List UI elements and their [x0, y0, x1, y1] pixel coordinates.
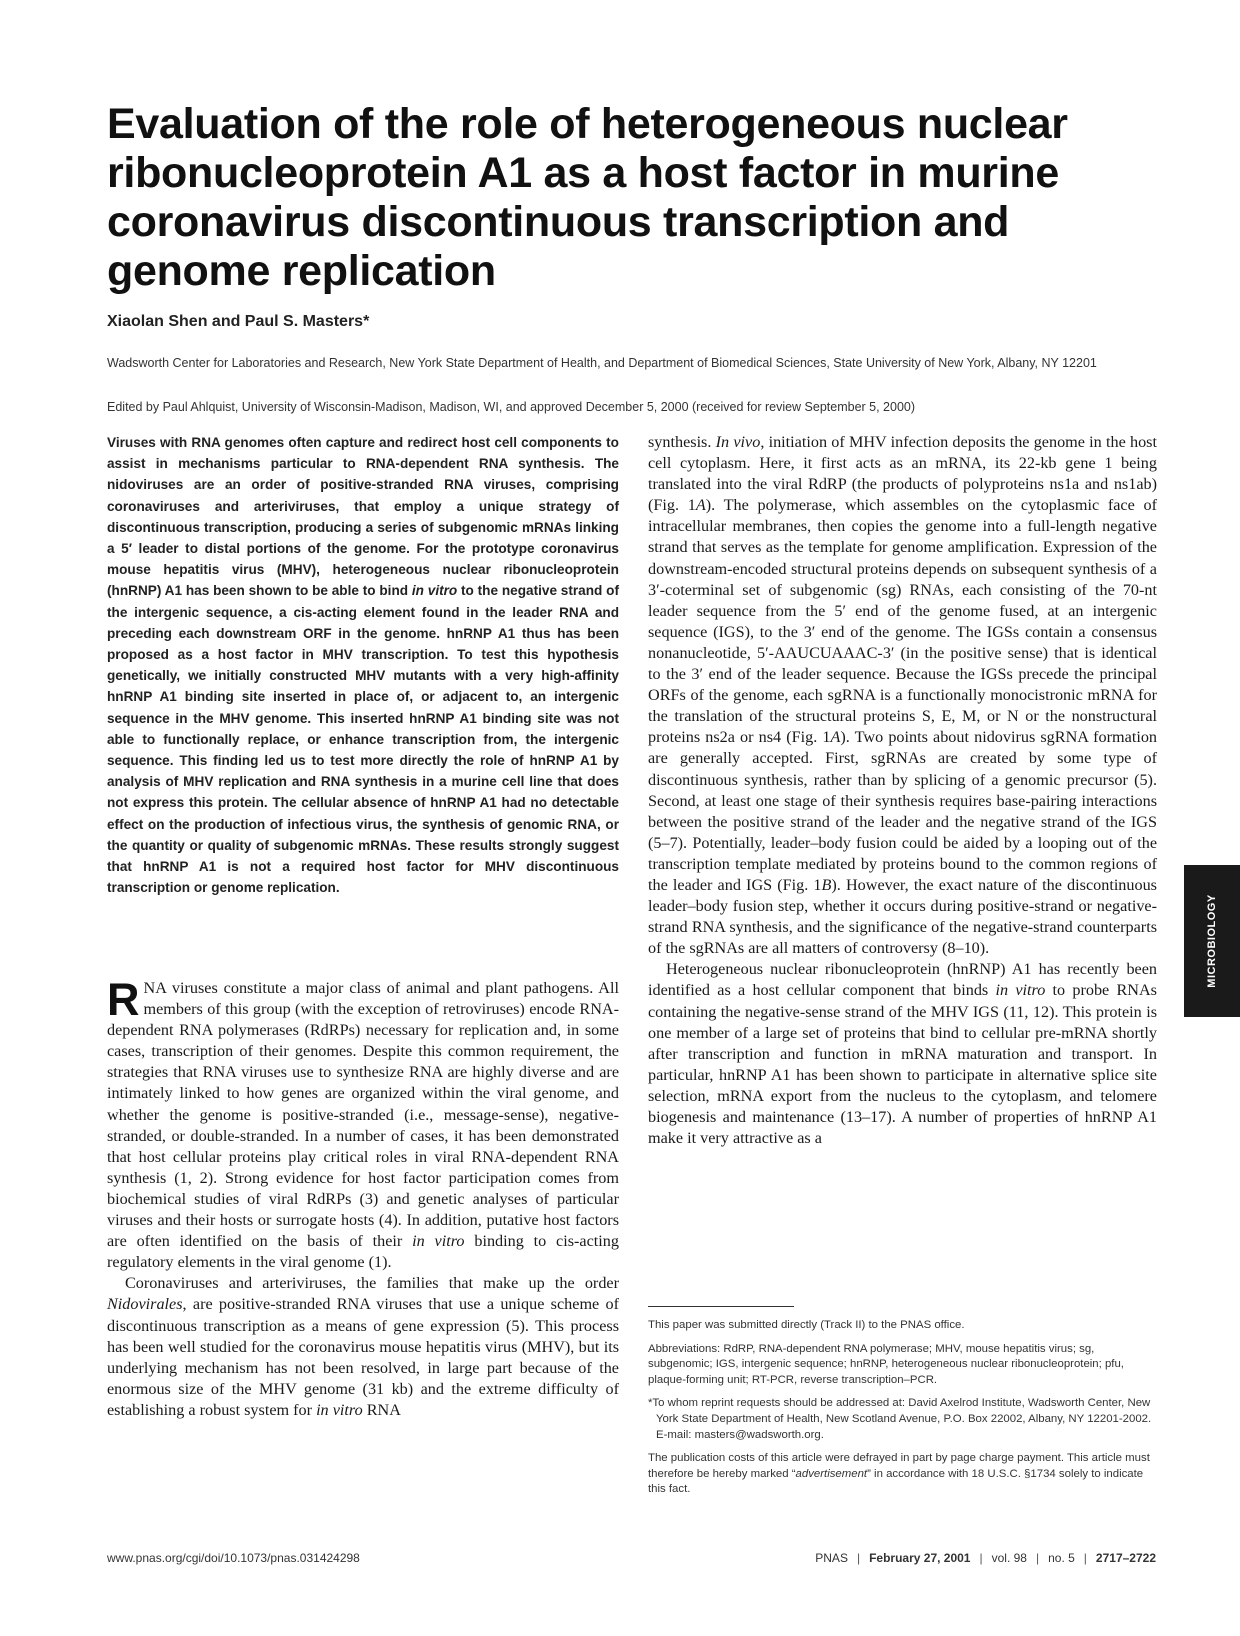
separator: |	[856, 1551, 861, 1565]
paragraph-italic: in vitro	[412, 1232, 465, 1251]
paragraph-text: synthesis.	[648, 433, 716, 451]
footnote-costs	[648, 1451, 1160, 1498]
footnote-divider	[648, 1306, 794, 1307]
footnote-text: ” in accordance with 18 U.S.C. §1734 solely to indicate this fact.	[648, 1467, 1144, 1496]
figure-ref-italic: A	[830, 728, 841, 747]
separator: |	[1083, 1551, 1087, 1565]
paragraph-text: ). The polymerase, which assembles on the cytoplasmic face of intracellular membranes, then copies the genome into a full-length negative strand that serves as the template for genome amplification. Expression of the downstream-encoded structural proteins depends on subsequent synthesis of a 3′-coterminal set of subgenomic (sg) RNAs, each consisting of the 70-nt leader sequence from the 5′ end of the genome fused, at an intergenic sequence (IGS), to the 3′ end of the genome. The IGSs contain a consensus nonanucleotide, 5′-AAUCUAAAC-3′ (in the positive sense) that is identical to the 3′ end of the leader sequence. Because the IGSs precede the principal ORFs of the genome, each sgRNA is a functionally monocistronic mRNA for the translation of the structural proteins S, E, M, or N or the nonstructural proteins ns2a or ns4 (Fig. 1	[648, 496, 1157, 747]
abstract-text: Viruses with RNA genomes often capture and redirect host cell components to assist in mechanisms particular to RNA-dependent RNA synthesis. The nidoviruses are an order of positive-stranded RNA viruses, comprising coronaviruses and arteriviruses, that employ a unique strategy of discontinuous transcription, producing a series of subgenomic mRNAs linking a 5′ leader to distal portions of the genome. For the prototype coronavirus mouse hepatitis virus (MHV), heterogeneous nuclear ribonucleoprotein (hnRNP) A1 has been shown to be able to bind	[107, 435, 619, 599]
paragraph-text: RNA	[362, 1400, 401, 1419]
paragraph-italic: in vitro	[316, 1400, 363, 1419]
intro-paragraph	[107, 1273, 619, 1421]
intro-paragraph	[107, 974, 619, 1273]
issue-number: no. 5	[1048, 1551, 1075, 1565]
separator: |	[979, 1551, 983, 1565]
paragraph-text: NA viruses constitute a major class of animal and plant pathogens. All members of this group (with the exception of retroviruses) encode RNA-dependent RNA polymerases (RdRPs) necessary for replication and, in some cases, transcription of their genomes. Despite this common requirement, the strategies that RNA viruses use to synthesize RNA are highly diverse and are intimately linked to how genes are organized within the viral genome, and whether the genome is positive-stranded (i.e., message-sense), negative-stranded, or double-stranded. In a number of cases, it has been demonstrated that host cellular proteins play critical roles in viral RNA-dependent RNA synthesis (1, 2). Strong evidence for host factor participation comes from biochemical studies of viral RdRPs (3) and genetic analyses of particular viruses and their hosts or surrogate hosts (4). In addition, putative host factors are often identified on the basis of their	[107, 979, 619, 1251]
paragraph-text: ). However, the exact nature of the discontinuous leader–body fusion step, whether it occurs during positive-strand or negative-strand RNA synthesis, and the significance of the negative-strand counterparts of the sgRNAs are all matters of controversy (8–10).	[648, 875, 1157, 958]
footnotes	[648, 1318, 1160, 1506]
drop-cap: R	[107, 974, 140, 1025]
abstract	[107, 432, 619, 898]
introduction-column	[107, 974, 619, 1421]
paragraph-text: , are positive-stranded RNA viruses that use a unique scheme of discontinuous transcription as a means of gene expression (5). This process has been well studied for the coronavirus mouse hepatitis virus (MHV), but its underlying mechanism has not been resolved, in large part because of the enormous size of the MHV genome (31 kb) and the extreme difficulty of establishing a robust system for	[107, 1295, 619, 1419]
footnote-track: This paper was submitted directly (Track II) to the PNAS office.	[648, 1319, 965, 1331]
right-column	[648, 432, 1157, 1149]
title-line: coronavirus discontinuous transcription and	[107, 198, 1010, 246]
abstract-text: to the negative strand of the intergenic sequence, a cis-acting element found in the leader RNA and preceding each downstream ORF in the genome. hnRNP A1 thus has been proposed as a host factor in MHV transcription. To test this hypothesis genetically, we initially constructed MHV mutants with a very high-affinity hnRNP A1 binding site inserted in place of, or adjacent to, an intergenic sequence in the MHV genome. This inserted hnRNP A1 binding site was not able to functionally replace, or enhance transcription from, the intergenic sequence. This finding led us to test more directly the role of hnRNP A1 by analysis of MHV replication and RNA synthesis in a murine cell line that does not express this protein. The cellular absence of hnRNP A1 had no detectable effect on the production of infectious virus, the synthesis of genomic RNA, or the quantity or quality of subgenomic mRNAs. These results strongly suggest that hnRNP A1 is not a required host factor for MHV discontinuous transcription or genome replication.	[107, 583, 619, 896]
affiliation: Wadsworth Center for Laboratories and Research, New York State Department of Health, and Department of Biomedical Sciences, State University of New York, Albany, NY 12201	[107, 356, 1097, 370]
paragraph-italic: in vitro	[995, 981, 1046, 1000]
paragraph-italic: Nidovirales	[107, 1295, 183, 1314]
footnote-text: The publication costs of this article were defrayed in part by page charge payment. This article must therefore be hereby marked “	[648, 1452, 1150, 1480]
title-line: genome replication	[107, 247, 496, 295]
paragraph-text: binding to cis-acting regulatory elements in the viral genome (1).	[107, 1232, 619, 1272]
paragraph-text: Coronaviruses and arteriviruses, the families that make up the order	[125, 1274, 619, 1293]
issue-date: February 27, 2001	[869, 1551, 971, 1565]
abstract-italic: in vitro	[411, 583, 458, 599]
separator: |	[1035, 1551, 1040, 1565]
figure-ref-italic: A	[695, 496, 706, 515]
body-paragraph	[648, 432, 1157, 959]
title-line: ribonucleoprotein A1 as a host factor in murine	[107, 149, 1059, 197]
footnote-abbreviations: Abbreviations: RdRP, RNA-dependent RNA polymerase; MHV, mouse hepatitis virus; sg, subgenomic; IGS, intergenic sequence; hnRNP, heterogeneous nuclear ribonucleoprotein; pfu, plaque-forming unit; RT-PCR, reverse transcription–PCR.	[648, 1342, 1124, 1386]
section-tab	[1184, 865, 1240, 1017]
section-tab-label: MICROBIOLOGY	[1206, 894, 1218, 988]
paragraph-text: ). Two points about nidovirus sgRNA formation are generally accepted. First, sgRNAs are created by some type of discontinuous synthesis, rather than by splicing of a genomic precursor (5). Second, at least one stage of their synthesis requires base-pairing interactions between the positive strand of the leader and the negative strand of the IGS (5–7). Potentially, leader–body fusion could be aided by a looping out of the transcription template mediated by proteins bound to the common regions of the leader and IGS (Fig. 1	[648, 728, 1158, 894]
article-title	[107, 100, 1067, 296]
paragraph-text: to probe RNAs containing the negative-sense strand of the MHV IGS (11, 12). This protein is one member of a large set of proteins that bind to cellular pre-mRNA shortly after transcription and function in mRNA maturation and transport. In particular, hnRNP A1 has been shown to participate in alternative splice site selection, mRNA export from the nucleus to the cytoplasm, and telomere biogenesis and maintenance (13–17). A number of properties of hnRNP A1 make it very attractive as a	[648, 981, 1157, 1148]
footnote-italic: advertisement	[795, 1467, 868, 1480]
paragraph-text: , initiation of MHV infection deposits the genome in the host cell cytoplasm. Here, it first acts as an mRNA, its 22-kb gene 1 being translated into the viral RdRP (the products of polyproteins ns1a and ns1ab) (Fig. 1	[648, 433, 1157, 515]
doi-url[interactable]: www.pnas.org/cgi/doi/10.1073/pnas.031424298	[107, 1551, 360, 1565]
volume: vol. 98	[991, 1551, 1027, 1565]
author-list: Xiaolan Shen and Paul S. Masters*	[107, 313, 370, 330]
title-line: Evaluation of the role of heterogeneous nuclear	[107, 100, 1068, 148]
page-range: 2717–2722	[1095, 1551, 1156, 1565]
paragraph-italic: In vivo	[715, 433, 761, 451]
body-paragraph	[648, 959, 1157, 1149]
footnote-correspondence: *To whom reprint requests should be addressed at: David Axelrod Institute, Wadsworth Center, New York State Department of Health, New Scotland Avenue, P.O. Box 22002, Albany, NY 12201-2002. E-mail: masters@wadsworth.org.	[648, 1397, 1152, 1441]
figure-ref-italic: B	[821, 875, 832, 894]
paragraph-text: Heterogeneous nuclear ribonucleoprotein (hnRNP) A1 has recently been identified as a host cellular component that binds	[648, 960, 1157, 1000]
editor-note: Edited by Paul Ahlquist, University of Wisconsin-Madison, Madison, WI, and approved December 5, 2000 (received for review September 5, 2000)	[107, 400, 916, 414]
citation-footer	[815, 1551, 1156, 1565]
journal-name: PNAS	[815, 1551, 848, 1565]
